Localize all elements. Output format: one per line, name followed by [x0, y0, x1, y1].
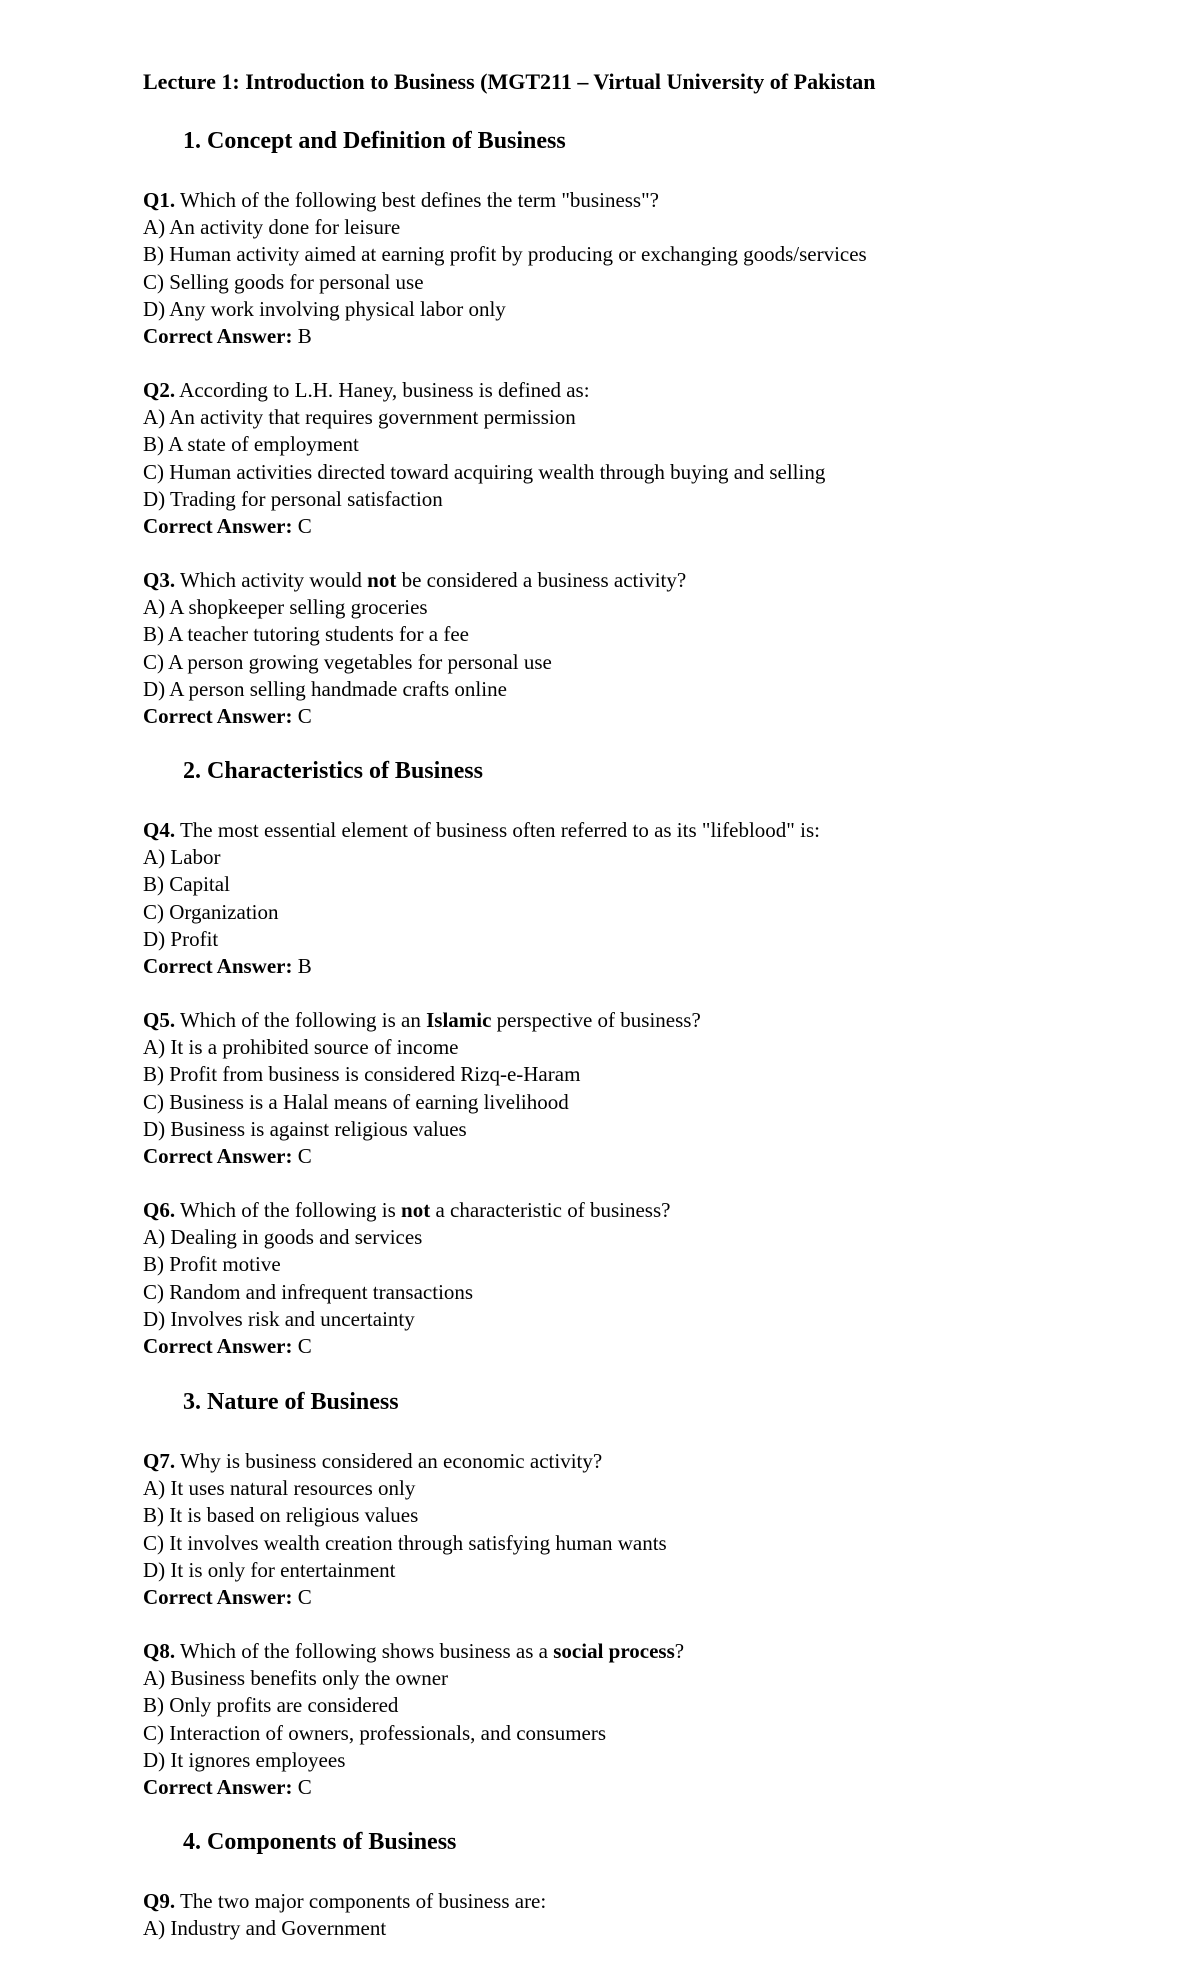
question-number: Q2.	[143, 378, 176, 402]
answer-option: C) Organization	[143, 899, 279, 924]
question-text: Q6. Which of the following is not a characteristic of business?	[143, 1198, 671, 1222]
section-heading: 3. Nature of Business	[183, 1389, 399, 1415]
answer-option: D) Involves risk and uncertainty	[143, 1306, 415, 1331]
answer-option: B) It is based on religious values	[143, 1503, 419, 1528]
answer-option: D) Business is against religious values	[143, 1116, 467, 1141]
answer-option: A) Dealing in goods and services	[143, 1225, 423, 1250]
correct-answer-label: Correct Answer:	[143, 323, 293, 348]
answer-option: A) Industry and Government	[143, 1916, 387, 1941]
question-text: Q8. Which of the following shows business as a social process?	[143, 1639, 685, 1663]
correct-answer-label: Correct Answer:	[143, 1333, 293, 1358]
section-heading: 2. Characteristics of Business	[183, 758, 483, 784]
correct-answer-label: Correct Answer:	[143, 513, 293, 538]
correct-answer: Correct Answer: C	[143, 1584, 312, 1609]
answer-option: D) It ignores employees	[143, 1747, 346, 1772]
answer-option: A) A shopkeeper selling groceries	[143, 595, 428, 620]
answer-option: A) Business benefits only the owner	[143, 1666, 449, 1691]
answer-option: C) Selling goods for personal use	[143, 269, 424, 294]
answer-option: C) It involves wealth creation through satisfying human wants	[143, 1530, 667, 1555]
answer-option: C) A person growing vegetables for personal use	[143, 649, 552, 674]
correct-answer: Correct Answer: C	[143, 1774, 312, 1799]
question-block	[143, 567, 686, 730]
correct-answer: Correct Answer: C	[143, 703, 312, 728]
section-heading: 4. Components of Business	[183, 1829, 457, 1855]
question-number: Q7.	[143, 1449, 176, 1473]
emphasis-text: social process	[553, 1639, 675, 1663]
answer-option: B) Capital	[143, 872, 230, 897]
question-block	[143, 817, 820, 980]
correct-answer-label: Correct Answer:	[143, 953, 293, 978]
correct-answer-label: Correct Answer:	[143, 1774, 293, 1799]
answer-option: D) Profit	[143, 926, 219, 951]
question-text: Q7. Why is business considered an economic activity?	[143, 1449, 603, 1473]
answer-option: C) Interaction of owners, professionals, and consumers	[143, 1720, 607, 1745]
answer-option: D) A person selling handmade crafts online	[143, 676, 507, 701]
correct-answer: Correct Answer: B	[143, 953, 312, 978]
answer-option: D) Any work involving physical labor only	[143, 296, 506, 321]
emphasis-text: Islamic	[426, 1008, 492, 1032]
answer-option: A) It uses natural resources only	[143, 1476, 416, 1501]
document-title: Lecture 1: Introduction to Business (MGT211 – Virtual University of Pakistan	[143, 69, 876, 94]
section-heading: 1. Concept and Definition of Business	[183, 128, 566, 154]
emphasis-text: not	[367, 568, 397, 592]
question-text: Q5. Which of the following is an Islamic perspective of business?	[143, 1008, 701, 1032]
answer-option: D) Trading for personal satisfaction	[143, 486, 443, 511]
answer-option: C) Random and infrequent transactions	[143, 1279, 474, 1304]
question-text: Q9. The two major components of business are:	[143, 1889, 547, 1913]
correct-answer-label: Correct Answer:	[143, 703, 293, 728]
question-block	[143, 377, 825, 540]
question-block	[143, 1007, 701, 1170]
answer-option: A) Labor	[143, 845, 221, 870]
question-block	[143, 1888, 546, 1942]
question-number: Q9.	[143, 1889, 176, 1913]
answer-option: A) An activity done for leisure	[143, 215, 401, 240]
answer-option: B) Profit motive	[143, 1252, 281, 1277]
correct-answer: Correct Answer: B	[143, 323, 312, 348]
answer-option: D) It is only for entertainment	[143, 1557, 396, 1582]
question-number: Q6.	[143, 1198, 176, 1222]
correct-answer: Correct Answer: C	[143, 513, 312, 538]
correct-answer-label: Correct Answer:	[143, 1143, 293, 1168]
question-block	[143, 1638, 684, 1801]
answer-option: C) Human activities directed toward acquiring wealth through buying and selling	[143, 459, 826, 484]
question-number: Q4.	[143, 818, 176, 842]
question-number: Q3.	[143, 568, 176, 592]
question-number: Q8.	[143, 1639, 176, 1663]
question-text: Q3. Which activity would not be considered a business activity?	[143, 568, 687, 592]
answer-option: B) Only profits are considered	[143, 1693, 399, 1718]
question-number: Q1.	[143, 188, 176, 212]
question-block	[143, 187, 867, 350]
answer-option: A) An activity that requires government permission	[143, 405, 576, 430]
answer-option: B) A state of employment	[143, 432, 359, 457]
question-block	[143, 1197, 670, 1360]
emphasis-text: not	[401, 1198, 431, 1222]
question-number: Q5.	[143, 1008, 176, 1032]
question-block	[143, 1448, 667, 1611]
correct-answer: Correct Answer: C	[143, 1333, 312, 1358]
question-text: Q1. Which of the following best defines the term "business"?	[143, 188, 659, 212]
question-text: Q2. According to L.H. Haney, business is defined as:	[143, 378, 590, 402]
answer-option: B) A teacher tutoring students for a fee	[143, 622, 469, 647]
answer-option: A) It is a prohibited source of income	[143, 1035, 459, 1060]
answer-option: B) Profit from business is considered Rizq-e-Haram	[143, 1062, 581, 1087]
question-text: Q4. The most essential element of business often referred to as its "lifeblood" is:	[143, 818, 820, 842]
answer-option: B) Human activity aimed at earning profit by producing or exchanging goods/services	[143, 242, 867, 267]
correct-answer-label: Correct Answer:	[143, 1584, 293, 1609]
correct-answer: Correct Answer: C	[143, 1143, 312, 1168]
answer-option: C) Business is a Halal means of earning livelihood	[143, 1089, 569, 1114]
